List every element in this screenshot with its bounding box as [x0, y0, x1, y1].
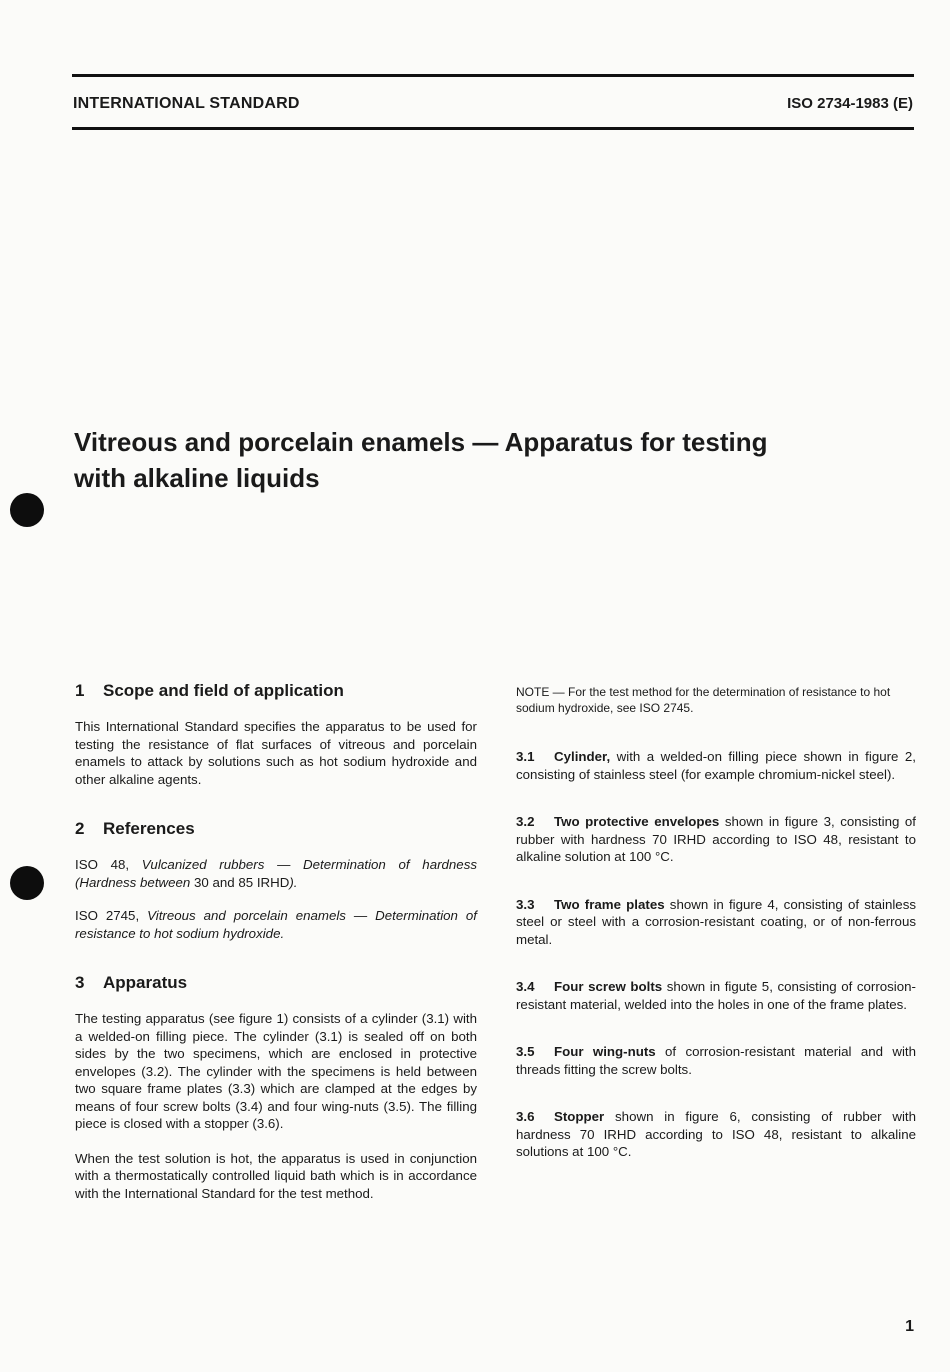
- reference-iso-2745: ISO 2745, Vitreous and porcelain enamels — Determination of resistance to hot sodium hydroxide.: [75, 908, 478, 941]
- item-3-3: 3.3 Two frame plates shown in figure 4, consisting of stainless steel or steel with a corrosion-resistant coating, or of non-ferrous metal.: [516, 896, 916, 947]
- right-column: [516, 680, 916, 1161]
- document-title: [74, 424, 914, 496]
- page-number: 1: [905, 1318, 914, 1335]
- punch-hole-mark: [10, 866, 44, 900]
- section-1-heading: 1 Scope and field of application: [75, 681, 344, 700]
- note: NOTE — For the test method for the determination of resistance to hot sodium hydroxide, see ISO 2745.: [516, 685, 891, 715]
- section-2-heading: 2 References: [75, 819, 195, 838]
- standard-number: ISO 2734-1983 (E): [787, 95, 913, 112]
- header-bottom-rule: [72, 127, 914, 130]
- title-line-1: Vitreous and porcelain enamels — Apparatus for testing: [74, 427, 768, 457]
- section-1-body: This International Standard specifies the apparatus to be used for testing the resistance of flat surfaces of vitreous and porcelain enamels to attack by solutions such as hot sodium hydroxide and other alkaline agents.: [75, 719, 477, 787]
- header-top-rule: [72, 74, 914, 77]
- section-3-para-1: The testing apparatus (see figure 1) consists of a cylinder (3.1) with a welded-on filling piece. The cylinder (3.1) is sealed off on both sides by the two specimens, which are enclosed in protective envelopes (3.2). The cylinder with the specimens is held between two square frame plates (3.3) which are clamped at the edges by means of four screw bolts (3.4) and four wing-nuts (3.5). The filling piece is closed with a stopper (3.6).: [75, 1011, 477, 1131]
- item-3-4: 3.4 Four screw bolts shown in figute 5, consisting of corrosion-resistant material, welded into the holes in one of the frame plates.: [516, 979, 916, 1012]
- punch-hole-mark: [10, 493, 44, 527]
- title-line-2: with alkaline liquids: [74, 463, 320, 493]
- item-3-1: 3.1 Cylinder, with a welded-on filling piece shown in figure 2, consisting of stainless steel (for example chromium-nickel steel).: [516, 749, 916, 782]
- document-type: INTERNATIONAL STANDARD: [73, 95, 300, 112]
- section-3-heading: 3 Apparatus: [75, 973, 188, 992]
- item-3-5: 3.5 Four wing-nuts of corrosion-resistant material and with threads fitting the screw bolts.: [516, 1044, 916, 1077]
- left-column: [75, 680, 477, 1202]
- item-3-6: 3.6 Stopper shown in figure 6, consisting of rubber with hardness 70 IRHD according to ISO 48, resistant to alkaline solutions at 100 °C.: [516, 1109, 916, 1159]
- section-3-para-2: When the test solution is hot, the apparatus is used in conjunction with a thermostatically controlled liquid bath which is in accordance with the International Standard for the test method.: [75, 1150, 477, 1201]
- item-3-2: 3.2 Two protective envelopes shown in figure 3, consisting of rubber with hardness 70 IRHD according to ISO 48, resistant to alkaline solution at 100 °C.: [516, 814, 917, 864]
- reference-iso-48: ISO 48, Vulcanized rubbers — Determination of hardness (Hardness between 30 and 85 IRHD).: [75, 857, 478, 890]
